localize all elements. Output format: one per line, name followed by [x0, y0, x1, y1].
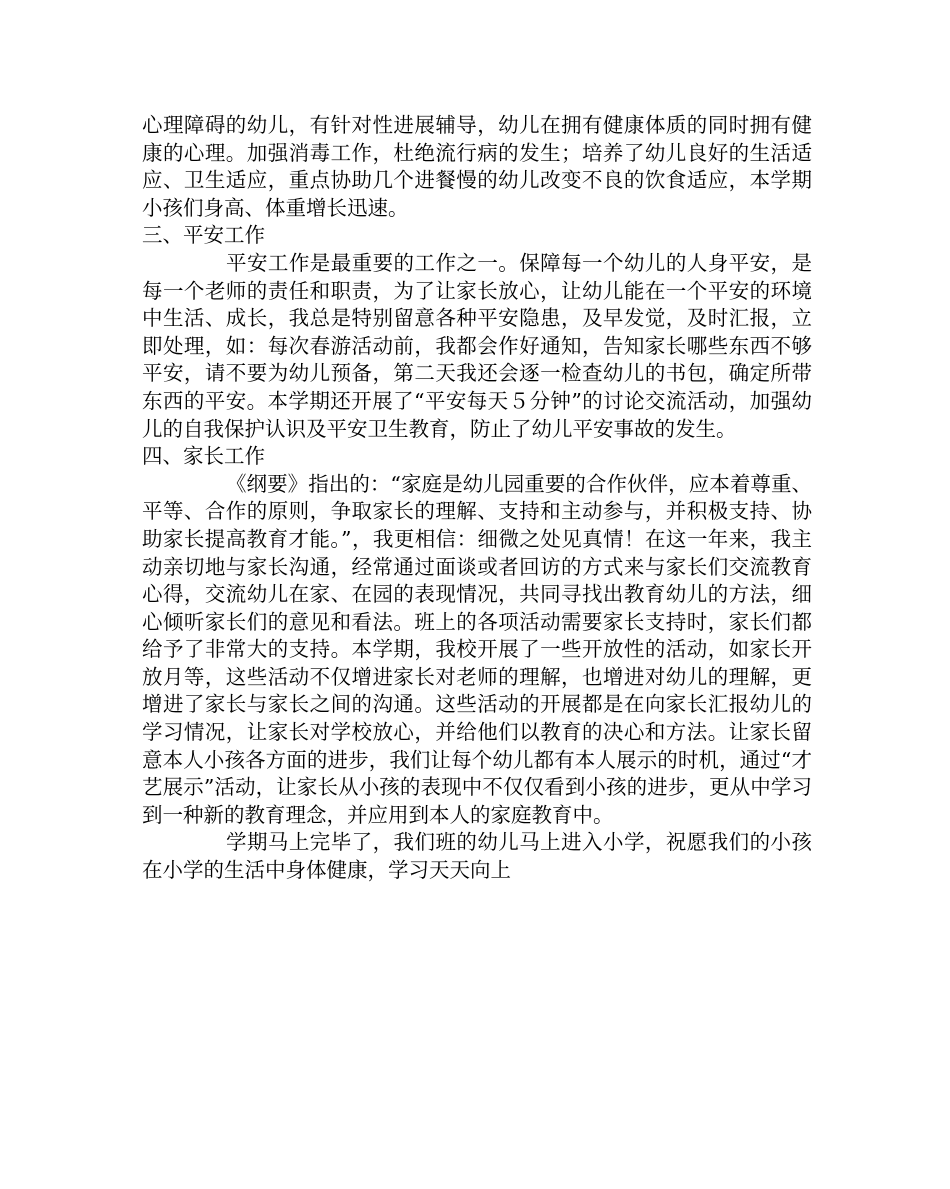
document-body [142, 112, 812, 885]
paragraph-parents: 《纲要》指出的：“家庭是幼儿园重要的合作伙伴，应本着尊重、平等、合作的原则，争取家长的理解、支持和主动参与，并积极支持、协助家长提高教育才能。”，我更相信：细微之处见真情！在这一年来，我主动亲切地与家长沟通，经常通过面谈或者回访的方式来与家长们交流教育心得，交流幼儿在家、在园的表现情况，共同寻找出教育幼儿的方法，细心倾听家长们的意见和看法。班上的各项活动需要家长支持时，家长们都给予了非常大的支持。本学期，我校开展了一些开放性的活动，如家长开放月等，这些活动不仅增进家长对老师的理解，也增进对幼儿的理解，更增进了家长与家长之间的沟通。这些活动的开展都是在向家长汇报幼儿的学习情况，让家长对学校放心，并给他们以教育的决心和方法。让家长留意本人小孩各方面的进步，我们让每个幼儿都有本人展示的时机，通过“才艺展示”活动，让家长从小孩的表现中不仅仅看到小孩的进步，更从中学习到一种新的教育理念，并应用到本人的家庭教育中。 [142, 471, 812, 827]
section-heading-safety: 三、平安工作 [142, 223, 265, 248]
section-heading-parents: 四、家长工作 [142, 444, 265, 469]
paragraph-safety: 平安工作是最重要的工作之一。保障每一个幼儿的人身平安，是每一个老师的责任和职责，为了让家长放心，让幼儿能在一个平安的环境中生活、成长，我总是特别留意各种平安隐患，及早发觉，及时汇报，立即处理，如：每次春游活动前，我都会作好通知，告知家长哪些东西不够平安，请不要为幼儿预备，第二天我还会逐一检查幼儿的书包，确定所带东西的平安。本学期还开展了“平安每天５分钟”的讨论交流活动，加强幼儿的自我保护认识及平安卫生教育，防止了幼儿平安事故的发生。 [142, 250, 812, 441]
paragraph-health-continued: 心理障碍的幼儿，有针对性进展辅导，幼儿在拥有健康体质的同时拥有健康的心理。加强消毒工作，杜绝流行病的发生；培养了幼儿良好的生活适应、卫生适应，重点协助几个进餐慢的幼儿改变不良的饮食适应，本学期小孩们身高、体重增长迅速。 [142, 113, 812, 220]
paragraph-closing: 学期马上完毕了，我们班的幼儿马上进入小学，祝愿我们的小孩在小学的生活中身体健康，学习天天向上 [142, 830, 812, 883]
